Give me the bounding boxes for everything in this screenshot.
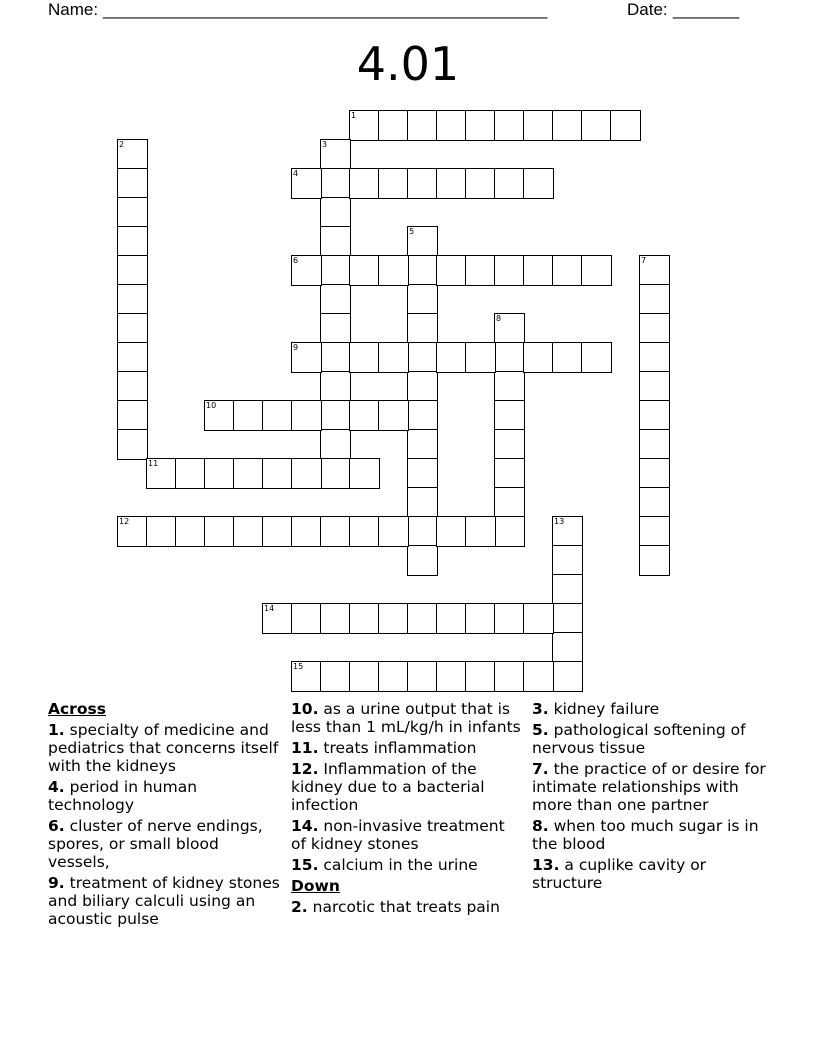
grid-cell[interactable]: [436, 603, 467, 634]
clue-down-8: [532, 817, 768, 853]
cell-number: 6: [293, 256, 299, 265]
grid-cell[interactable]: [378, 255, 409, 286]
cell-number: 13: [554, 517, 565, 526]
grid-cell[interactable]: [494, 516, 525, 547]
clue-across-10: [291, 700, 523, 736]
grid-cell[interactable]: [407, 400, 438, 431]
clue-down-3: [532, 700, 768, 718]
clue-text: the practice of or desire for intimate relationships with more than one partner: [532, 760, 766, 814]
grid-cell[interactable]: [117, 342, 148, 373]
grid-cell[interactable]: [465, 255, 496, 286]
grid-cell[interactable]: [320, 342, 351, 373]
cell-number: 4: [293, 169, 299, 178]
grid-cell[interactable]: [204, 516, 235, 547]
grid-cell[interactable]: [117, 429, 148, 460]
grid-cell[interactable]: [407, 661, 438, 692]
down-heading: Down: [291, 877, 340, 895]
grid-cell[interactable]: [436, 110, 467, 141]
grid-cell[interactable]: [262, 516, 293, 547]
grid-cell[interactable]: [320, 139, 351, 170]
grid-cell[interactable]: [639, 371, 670, 402]
clue-across-11: [291, 739, 523, 757]
grid-cell[interactable]: [552, 632, 583, 663]
grid-cell[interactable]: [117, 139, 148, 170]
grid-cell[interactable]: [146, 458, 177, 489]
grid-cell[interactable]: [639, 458, 670, 489]
clue-text: treats inflammation: [323, 739, 477, 757]
cell-number: 2: [119, 140, 125, 149]
grid-cell[interactable]: [349, 255, 380, 286]
grid-cell[interactable]: [320, 197, 351, 228]
grid-cell[interactable]: [523, 110, 554, 141]
grid-cell[interactable]: [581, 342, 612, 373]
clue-text: period in human technology: [48, 778, 198, 814]
grid-cell[interactable]: [465, 603, 496, 634]
clue-number: 3.: [532, 700, 549, 718]
grid-cell[interactable]: [320, 371, 351, 402]
grid-cell[interactable]: [494, 661, 525, 692]
grid-cell[interactable]: [407, 516, 438, 547]
grid-cell[interactable]: [465, 342, 496, 373]
grid-cell[interactable]: [204, 458, 235, 489]
grid-cell[interactable]: [117, 516, 148, 547]
grid-cell[interactable]: [639, 516, 670, 547]
grid-cell[interactable]: [262, 458, 293, 489]
grid-cell[interactable]: [320, 516, 351, 547]
clues-column-1: [48, 700, 284, 931]
grid-cell[interactable]: [639, 487, 670, 518]
grid-cell[interactable]: [436, 168, 467, 199]
grid-cell[interactable]: [523, 255, 554, 286]
grid-cell[interactable]: [436, 342, 467, 373]
clue-text: non-invasive treatment of kidney stones: [291, 817, 505, 853]
grid-cell[interactable]: [117, 168, 148, 199]
cell-number: 15: [293, 662, 304, 671]
grid-cell[interactable]: [407, 545, 438, 576]
grid-cell[interactable]: [349, 516, 380, 547]
clue-text: specialty of medicine and pediatrics that concerns itself with the kidneys: [48, 721, 279, 775]
grid-cell[interactable]: [639, 342, 670, 373]
clue-number: 11.: [291, 739, 319, 757]
clue-number: 13.: [532, 856, 560, 874]
grid-cell[interactable]: [117, 371, 148, 402]
date-line[interactable]: _______: [673, 0, 740, 19]
grid-cell[interactable]: [291, 168, 322, 199]
clue-number: 12.: [291, 760, 319, 778]
grid-cell[interactable]: [378, 661, 409, 692]
name-label: Name:: [48, 0, 99, 19]
clues-column-3: [532, 700, 768, 895]
grid-cell[interactable]: [407, 429, 438, 460]
grid-cell[interactable]: [552, 255, 583, 286]
grid-cell[interactable]: [117, 197, 148, 228]
across-heading: Across: [48, 700, 106, 718]
clue-number: 5.: [532, 721, 549, 739]
grid-cell[interactable]: [639, 284, 670, 315]
grid-cell[interactable]: [349, 603, 380, 634]
clue-text: as a urine output that is less than 1 mL/kg/h in infants: [291, 700, 521, 736]
grid-cell[interactable]: [291, 458, 322, 489]
grid-cell[interactable]: [320, 255, 351, 286]
grid-cell[interactable]: [233, 516, 264, 547]
clue-text: a cuplike cavity or structure: [532, 856, 707, 892]
grid-cell[interactable]: [378, 516, 409, 547]
grid-cell[interactable]: [436, 661, 467, 692]
grid-cell[interactable]: [639, 400, 670, 431]
clue-across-12: [291, 760, 523, 814]
clue-across-9: [48, 874, 284, 928]
grid-cell[interactable]: [494, 487, 525, 518]
grid-cell[interactable]: [407, 226, 438, 257]
cell-number: 3: [322, 140, 328, 149]
grid-cell[interactable]: [407, 487, 438, 518]
grid-cell[interactable]: [465, 661, 496, 692]
clue-number: 10.: [291, 700, 319, 718]
grid-cell[interactable]: [552, 574, 583, 605]
clue-across-6: [48, 817, 284, 871]
grid-cell[interactable]: [639, 429, 670, 460]
clue-text: calcium in the urine: [323, 856, 478, 874]
name-line[interactable]: _______________________________________________: [103, 0, 548, 19]
grid-cell[interactable]: [407, 371, 438, 402]
clue-text: when too much sugar is in the blood: [532, 817, 759, 853]
grid-cell[interactable]: [291, 516, 322, 547]
grid-cell[interactable]: [494, 371, 525, 402]
grid-cell[interactable]: [146, 516, 177, 547]
grid-cell[interactable]: [117, 313, 148, 344]
grid-cell[interactable]: [552, 661, 583, 692]
clue-across-4: [48, 778, 284, 814]
grid-cell[interactable]: [552, 545, 583, 576]
grid-cell[interactable]: [523, 603, 554, 634]
grid-cell[interactable]: [494, 342, 525, 373]
clue-text: kidney failure: [553, 700, 660, 718]
grid-cell[interactable]: [494, 168, 525, 199]
cell-number: 9: [293, 343, 299, 352]
grid-cell[interactable]: [436, 255, 467, 286]
grid-cell[interactable]: [117, 284, 148, 315]
grid-cell[interactable]: [175, 516, 206, 547]
clue-number: 4.: [48, 778, 65, 796]
grid-cell[interactable]: [465, 516, 496, 547]
grid-cell[interactable]: [291, 603, 322, 634]
grid-cell[interactable]: [117, 400, 148, 431]
grid-cell[interactable]: [494, 110, 525, 141]
cell-number: 1: [351, 111, 357, 120]
grid-cell[interactable]: [494, 429, 525, 460]
grid-cell[interactable]: [407, 284, 438, 315]
grid-cell[interactable]: [349, 110, 380, 141]
grid-cell[interactable]: [320, 313, 351, 344]
clue-text: treatment of kidney stones and biliary calculi using an acoustic pulse: [48, 874, 280, 928]
grid-cell[interactable]: [378, 168, 409, 199]
grid-cell[interactable]: [581, 255, 612, 286]
grid-cell[interactable]: [291, 255, 322, 286]
grid-cell[interactable]: [320, 603, 351, 634]
grid-cell[interactable]: [204, 400, 235, 431]
cell-number: 14: [264, 604, 275, 613]
clue-number: 2.: [291, 898, 308, 916]
grid-cell[interactable]: [117, 255, 148, 286]
grid-cell[interactable]: [610, 110, 641, 141]
grid-cell[interactable]: [320, 168, 351, 199]
grid-cell[interactable]: [552, 342, 583, 373]
clue-text: Inflammation of the kidney due to a bacterial infection: [291, 760, 485, 814]
clue-number: 9.: [48, 874, 65, 892]
grid-cell[interactable]: [117, 226, 148, 257]
grid-cell[interactable]: [320, 429, 351, 460]
grid-cell[interactable]: [320, 458, 351, 489]
grid-cell[interactable]: [291, 400, 322, 431]
clue-across-15: [291, 856, 523, 874]
grid-cell[interactable]: [407, 110, 438, 141]
grid-cell[interactable]: [494, 313, 525, 344]
grid-cell[interactable]: [349, 342, 380, 373]
clue-across-14: [291, 817, 523, 853]
grid-cell[interactable]: [407, 313, 438, 344]
grid-cell[interactable]: [494, 255, 525, 286]
grid-cell[interactable]: [465, 168, 496, 199]
grid-cell[interactable]: [378, 603, 409, 634]
cell-number: 10: [206, 401, 217, 410]
grid-cell[interactable]: [552, 603, 583, 634]
cell-number: 12: [119, 517, 130, 526]
clue-down-2: [291, 898, 523, 916]
grid-cell[interactable]: [378, 110, 409, 141]
grid-cell[interactable]: [465, 110, 496, 141]
grid-cell[interactable]: [233, 400, 264, 431]
grid-cell[interactable]: [581, 110, 612, 141]
grid-cell[interactable]: [552, 516, 583, 547]
puzzle-title: 4.01: [356, 37, 460, 91]
grid-cell[interactable]: [494, 400, 525, 431]
grid-cell[interactable]: [523, 342, 554, 373]
grid-cell[interactable]: [349, 458, 380, 489]
grid-cell[interactable]: [233, 458, 264, 489]
grid-cell[interactable]: [320, 400, 351, 431]
clue-text: pathological softening of nervous tissue: [532, 721, 746, 757]
grid-cell[interactable]: [349, 400, 380, 431]
date-label: Date:: [627, 0, 668, 19]
cell-number: 5: [409, 227, 415, 236]
grid-cell[interactable]: [175, 458, 206, 489]
grid-cell[interactable]: [349, 168, 380, 199]
clue-number: 6.: [48, 817, 65, 835]
grid-cell[interactable]: [523, 661, 554, 692]
clue-text: narcotic that treats pain: [312, 898, 500, 916]
grid-cell[interactable]: [320, 226, 351, 257]
grid-cell[interactable]: [291, 342, 322, 373]
grid-cell[interactable]: [523, 168, 554, 199]
grid-cell[interactable]: [320, 284, 351, 315]
clue-text: cluster of nerve endings, spores, or small blood vessels,: [48, 817, 263, 871]
grid-cell[interactable]: [639, 255, 670, 286]
grid-cell[interactable]: [378, 342, 409, 373]
grid-cell[interactable]: [552, 110, 583, 141]
clue-down-7: [532, 760, 768, 814]
grid-cell[interactable]: [639, 313, 670, 344]
clue-number: 8.: [532, 817, 549, 835]
clue-number: 14.: [291, 817, 319, 835]
grid-cell[interactable]: [407, 255, 438, 286]
clue-number: 7.: [532, 760, 549, 778]
grid-cell[interactable]: [349, 661, 380, 692]
clue-number: 15.: [291, 856, 319, 874]
clue-down-5: [532, 721, 768, 757]
grid-cell[interactable]: [436, 516, 467, 547]
cell-number: 8: [496, 314, 502, 323]
grid-cell[interactable]: [407, 168, 438, 199]
grid-cell[interactable]: [639, 545, 670, 576]
grid-cell[interactable]: [407, 603, 438, 634]
clues-column-2: [291, 700, 523, 919]
clue-number: 1.: [48, 721, 65, 739]
grid-cell[interactable]: [262, 603, 293, 634]
grid-cell[interactable]: [262, 400, 293, 431]
grid-cell[interactable]: [494, 603, 525, 634]
grid-cell[interactable]: [320, 661, 351, 692]
grid-cell[interactable]: [291, 661, 322, 692]
cell-number: 7: [641, 256, 647, 265]
clue-down-13: [532, 856, 768, 892]
grid-cell[interactable]: [407, 342, 438, 373]
cell-number: 11: [148, 459, 159, 468]
grid-cell[interactable]: [494, 458, 525, 489]
grid-cell[interactable]: [407, 458, 438, 489]
clue-across-1: [48, 721, 284, 775]
grid-cell[interactable]: [378, 400, 409, 431]
